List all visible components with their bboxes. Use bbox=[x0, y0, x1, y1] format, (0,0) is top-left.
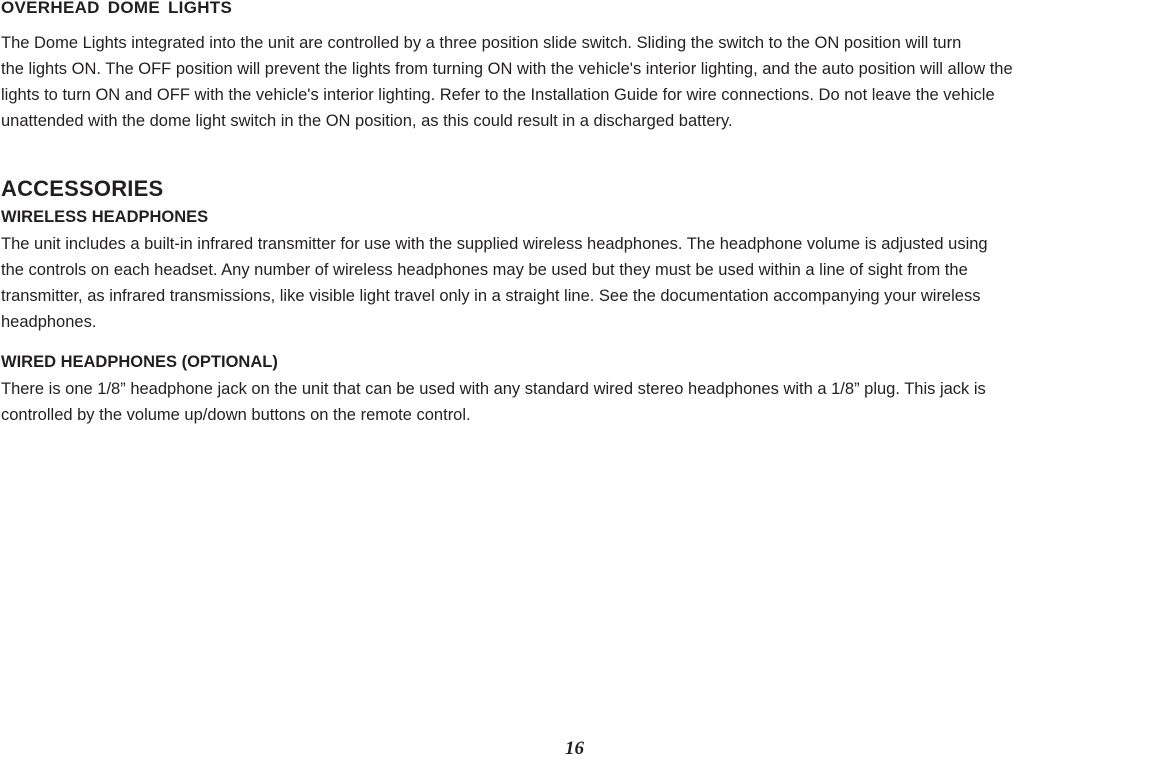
paragraph-line: transmitter, as infrared transmissions, like visible light travel only in a straight line. See the documentation accompanying your wireless bbox=[1, 287, 981, 305]
paragraph-line: lights to turn ON and OFF with the vehicle's interior lighting. Refer to the Installation Guide for wire connections. Do not leave the vehicle bbox=[1, 86, 995, 104]
paragraph-line: the controls on each headset. Any number of wireless headphones may be used but they must be used within a line of sight from the bbox=[1, 261, 968, 279]
accessories-heading: ACCESSORIES bbox=[1, 176, 164, 201]
wireless-headphones-paragraph bbox=[1, 231, 988, 335]
page-number: 16 bbox=[565, 738, 584, 759]
dome-lights-paragraph bbox=[1, 30, 1013, 134]
paragraph-line: There is one 1/8” headphone jack on the unit that can be used with any standard wired stereo headphones with a 1/8” plug. This jack is bbox=[1, 380, 986, 398]
paragraph-line: The Dome Lights integrated into the unit are controlled by a three position slide switch. Sliding the switch to the ON position will turn bbox=[1, 34, 962, 52]
wired-headphones-heading: WIRED HEADPHONES (OPTIONAL) bbox=[1, 353, 278, 371]
wired-headphones-paragraph bbox=[1, 376, 986, 428]
wireless-headphones-heading: WIRELESS HEADPHONES bbox=[1, 208, 209, 226]
paragraph-line: unattended with the dome light switch in the ON position, as this could result in a discharged battery. bbox=[1, 112, 733, 130]
paragraph-line: controlled by the volume up/down buttons on the remote control. bbox=[1, 406, 471, 424]
paragraph-line: the lights ON. The OFF position will prevent the lights from turning ON with the vehicle's interior lighting, and the auto position will allow the bbox=[1, 60, 1013, 78]
overhead-dome-lights-heading: OVERHEAD DOME LIGHTS bbox=[1, 0, 233, 17]
paragraph-line: The unit includes a built-in infrared transmitter for use with the supplied wireless headphones. The headphone volume is adjusted using bbox=[1, 235, 988, 253]
paragraph-line: headphones. bbox=[1, 313, 97, 331]
